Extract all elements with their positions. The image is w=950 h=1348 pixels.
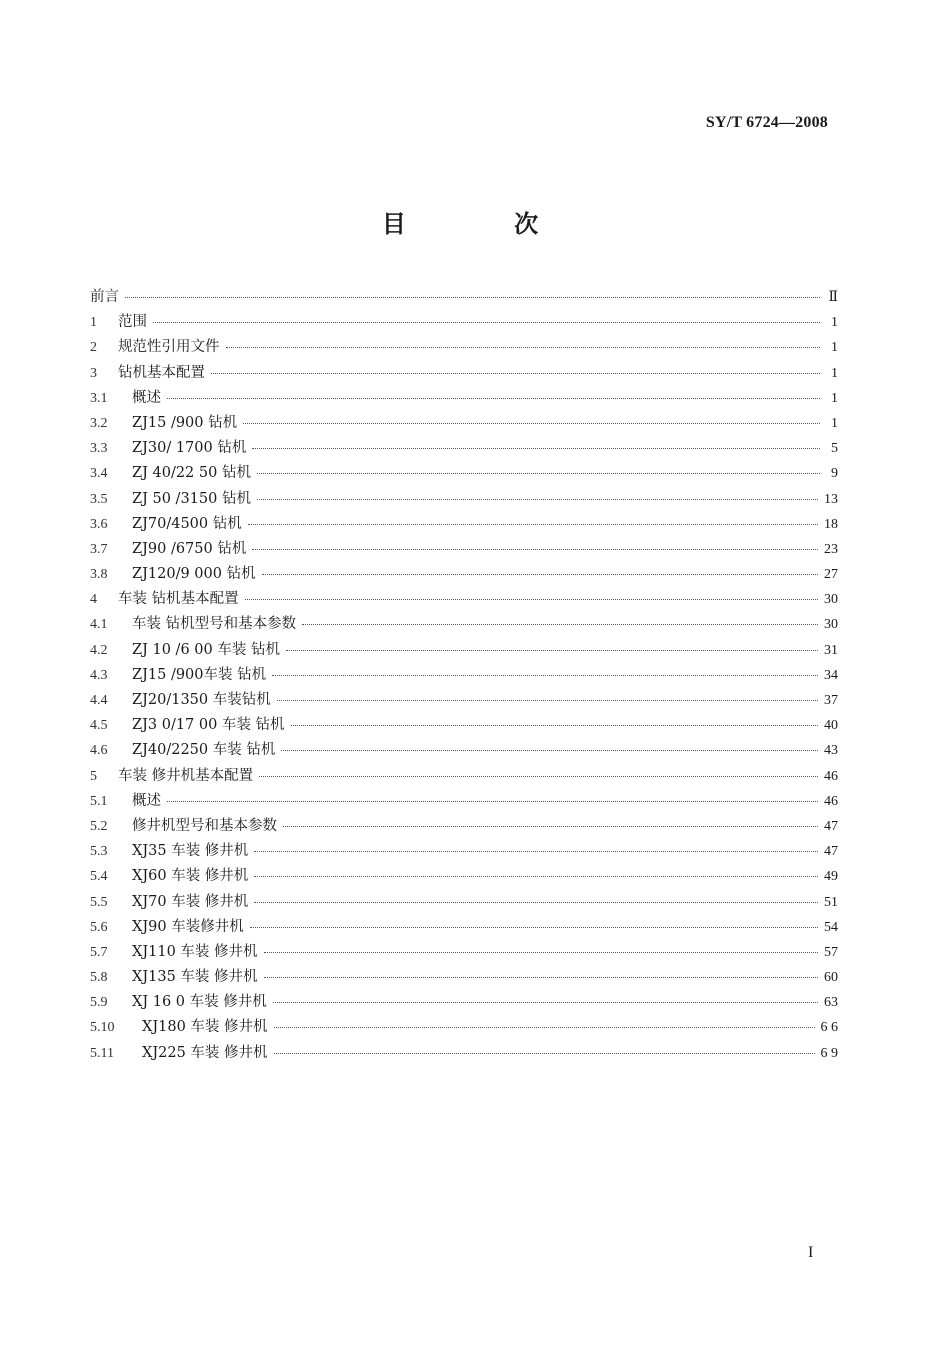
toc-entry-page: 60 [824, 970, 838, 986]
toc-dot-leader [274, 1052, 815, 1054]
toc-entry-title: 修井机型号和基本参数 [132, 817, 277, 834]
toc-entry-page: 1 [831, 390, 838, 406]
toc-entry-page: 1 [831, 365, 838, 381]
toc-dot-leader [264, 951, 818, 953]
toc-entry-number: 5.3 [90, 844, 108, 860]
toc-entry-page: 37 [824, 693, 838, 708]
toc-entry-page: 1 [831, 315, 838, 331]
toc-entry-number: 5 [90, 768, 97, 784]
toc-entry-title: XJ180 车装 修井机 [142, 1019, 268, 1036]
toc-entry[interactable] [90, 461, 838, 486]
toc-entry-number: 3.2 [90, 415, 108, 431]
standard-code: SY/T 6724—2008 [705, 114, 828, 131]
toc-entry[interactable] [90, 789, 838, 814]
toc-entry-title: ZJ15 /900车装 钻机 [132, 666, 267, 683]
toc-entry-number: 4 [90, 592, 97, 608]
toc-dot-leader [273, 1001, 818, 1003]
toc-entry-page: 1 [831, 340, 838, 356]
toc-entry[interactable] [90, 713, 838, 738]
toc-entry-page: 54 [824, 919, 838, 935]
toc-entry-title: 前言 [90, 289, 119, 305]
toc-entry-number: 4.2 [90, 642, 108, 658]
toc-dot-leader [302, 623, 818, 625]
toc-entry-title: ZJ30/ 1700 钻机 [132, 440, 247, 457]
toc-entry-title: XJ 16 0 车装 修井机 [132, 994, 267, 1011]
toc-entry-page: 30 [824, 617, 838, 633]
toc-dot-leader [252, 447, 820, 449]
toc-entry-title: 概述 [132, 792, 161, 809]
toc-dot-leader [245, 598, 818, 600]
toc-dot-leader [252, 548, 818, 550]
toc-entry-title: 车装 钻机型号和基本参数 [132, 616, 297, 633]
toc-entry-page: 13 [824, 491, 838, 507]
toc-entry-number: 4.4 [90, 693, 108, 708]
toc-entry-number: 1 [90, 315, 97, 331]
toc-entry[interactable] [90, 411, 838, 436]
toc-dot-leader [257, 498, 818, 500]
toc-entry[interactable] [90, 915, 838, 940]
toc-entry-number: 5.6 [90, 919, 108, 935]
toc-entry-title: ZJ70/4500 钻机 [132, 515, 242, 532]
toc-dot-leader [254, 850, 818, 852]
toc-dot-leader [259, 775, 818, 777]
toc-entry[interactable] [90, 562, 838, 587]
toc-entry[interactable] [90, 587, 838, 612]
toc-entry-title: 范围 [118, 314, 147, 331]
toc-dot-leader [226, 346, 821, 348]
toc-entry-title: 钻机基本配置 [118, 364, 205, 381]
toc-entry-number: 3.1 [90, 390, 108, 406]
toc-entry[interactable] [90, 688, 838, 713]
toc-entry[interactable] [90, 1015, 838, 1040]
toc-entry[interactable] [90, 285, 838, 310]
toc-dot-leader [257, 472, 820, 474]
toc-title: 目 次 [381, 210, 589, 238]
toc-entry-number: 5.1 [90, 793, 108, 809]
toc-entry-title: ZJ3 0/17 00 车装 钻机 [132, 717, 285, 734]
toc-entry-number: 5.11 [90, 1045, 114, 1061]
toc-dot-leader [274, 1026, 815, 1028]
toc-entry-title: XJ90 车装修井机 [132, 918, 244, 935]
toc-entry-number: 4.6 [90, 743, 108, 759]
toc-entry-page: 27 [824, 567, 838, 583]
toc-entry[interactable] [90, 361, 838, 386]
toc-entry-number: 2 [90, 340, 97, 356]
toc-entry[interactable] [90, 512, 838, 537]
toc-entry-title: ZJ 50 /3150 钻机 [132, 490, 251, 507]
toc-entry[interactable] [90, 386, 838, 411]
toc-entry[interactable] [90, 663, 838, 688]
toc-entry-page: 31 [824, 642, 838, 658]
toc-entry-number: 5.10 [90, 1020, 115, 1036]
toc-entry-page: 18 [824, 516, 838, 532]
toc-entry[interactable] [90, 1041, 838, 1066]
toc-entry[interactable] [90, 814, 838, 839]
toc-entry[interactable] [90, 738, 838, 763]
toc-entry-page: 23 [824, 541, 838, 557]
toc-entry-page: 46 [824, 768, 838, 784]
toc-entry-page: 6 9 [820, 1045, 838, 1061]
toc-entry-title: 规范性引用文件 [118, 339, 220, 356]
toc-entry-page: 5 [831, 441, 838, 457]
toc-entry-number: 3.6 [90, 516, 108, 532]
toc-entry[interactable] [90, 638, 838, 663]
toc-entry[interactable] [90, 612, 838, 637]
toc-entry-number: 4.5 [90, 718, 108, 734]
toc-entry-page: 1 [831, 415, 838, 431]
toc-entry[interactable] [90, 310, 838, 335]
toc-entry-page: 51 [824, 894, 838, 910]
toc-entry[interactable] [90, 436, 838, 461]
toc-entry-page: Ⅱ [828, 290, 838, 305]
toc-dot-leader [262, 573, 818, 575]
toc-entry-title: ZJ20/1350 车装钻机 [132, 692, 271, 708]
toc-entry-title: XJ70 车装 修井机 [132, 893, 249, 910]
toc-entry-page: 47 [824, 818, 838, 834]
toc-entry-title: ZJ 10 /6 00 车装 钻机 [132, 641, 280, 658]
toc-dot-leader [254, 875, 818, 877]
toc-entry-number: 5.2 [90, 818, 108, 834]
toc-dot-leader [254, 901, 818, 903]
toc-entry-title: XJ35 车装 修井机 [132, 843, 249, 860]
toc-entry[interactable] [90, 890, 838, 915]
toc-dot-leader [283, 825, 818, 827]
toc-list [90, 285, 838, 1066]
toc-entry-page: 49 [824, 869, 838, 885]
toc-entry-number: 3.7 [90, 541, 108, 557]
toc-entry[interactable] [90, 537, 838, 562]
toc-entry[interactable] [90, 965, 838, 990]
toc-entry-number: 5.5 [90, 894, 108, 910]
toc-dot-leader [277, 699, 818, 701]
toc-entry[interactable] [90, 990, 838, 1015]
toc-entry-number: 3.8 [90, 567, 108, 583]
toc-entry[interactable] [90, 487, 838, 512]
toc-entry-page: 6 6 [820, 1020, 838, 1036]
toc-entry-number: 3.4 [90, 466, 108, 482]
toc-entry[interactable] [90, 864, 838, 889]
toc-entry-number: 4.3 [90, 667, 108, 683]
toc-dot-leader [167, 397, 820, 399]
toc-dot-leader [243, 422, 820, 424]
toc-entry-page: 9 [831, 466, 838, 482]
toc-entry-page: 43 [824, 743, 838, 759]
toc-entry-title: 车装 修井机基本配置 [118, 767, 254, 784]
toc-entry-number: 5.4 [90, 869, 108, 885]
toc-entry-number: 4.1 [90, 617, 108, 633]
toc-entry[interactable] [90, 839, 838, 864]
toc-entry-title: 车装 钻机基本配置 [118, 591, 239, 608]
toc-entry-page: 46 [824, 793, 838, 809]
toc-entry-number: 3 [90, 365, 97, 381]
toc-entry-page: 63 [824, 995, 838, 1011]
toc-dot-leader [125, 296, 820, 298]
toc-entry-page: 34 [824, 667, 838, 683]
toc-entry-title: XJ60 车装 修井机 [132, 868, 249, 885]
toc-entry[interactable] [90, 335, 838, 360]
toc-dot-leader [250, 926, 818, 928]
toc-entry-title: ZJ 40/22 50 钻机 [132, 465, 251, 482]
toc-entry-number: 5.9 [90, 995, 108, 1011]
toc-dot-leader [153, 321, 820, 323]
toc-dot-leader [281, 749, 818, 751]
toc-entry-title: XJ110 车装 修井机 [132, 943, 258, 960]
toc-dot-leader [291, 724, 818, 726]
page-number: I [808, 1244, 814, 1261]
toc-dot-leader [264, 976, 818, 978]
toc-entry-number: 3.5 [90, 491, 108, 507]
toc-entry-page: 40 [824, 718, 838, 734]
toc-entry-number: 5.7 [90, 944, 108, 960]
toc-entry-title: XJ135 车装 修井机 [132, 969, 258, 986]
toc-entry-page: 57 [824, 944, 838, 960]
toc-entry-title: ZJ90 /6750 钻机 [132, 540, 247, 557]
toc-dot-leader [272, 674, 818, 676]
toc-entry-page: 30 [824, 592, 838, 608]
toc-entry-title: ZJ120/9 000 钻机 [132, 566, 256, 583]
toc-entry-title: XJ225 车装 修井机 [142, 1044, 268, 1061]
toc-entry-number: 3.3 [90, 441, 108, 457]
toc-entry-page: 47 [824, 844, 838, 860]
toc-dot-leader [211, 372, 820, 374]
toc-entry[interactable] [90, 940, 838, 965]
toc-dot-leader [286, 649, 818, 651]
toc-entry[interactable] [90, 764, 838, 789]
toc-entry-title: 概述 [132, 389, 161, 406]
toc-entry-title: ZJ15 /900 钻机 [132, 414, 238, 431]
toc-entry-number: 5.8 [90, 970, 108, 986]
toc-dot-leader [248, 523, 818, 525]
toc-dot-leader [167, 800, 818, 802]
toc-entry-title: ZJ40/2250 车装 钻机 [132, 742, 276, 759]
